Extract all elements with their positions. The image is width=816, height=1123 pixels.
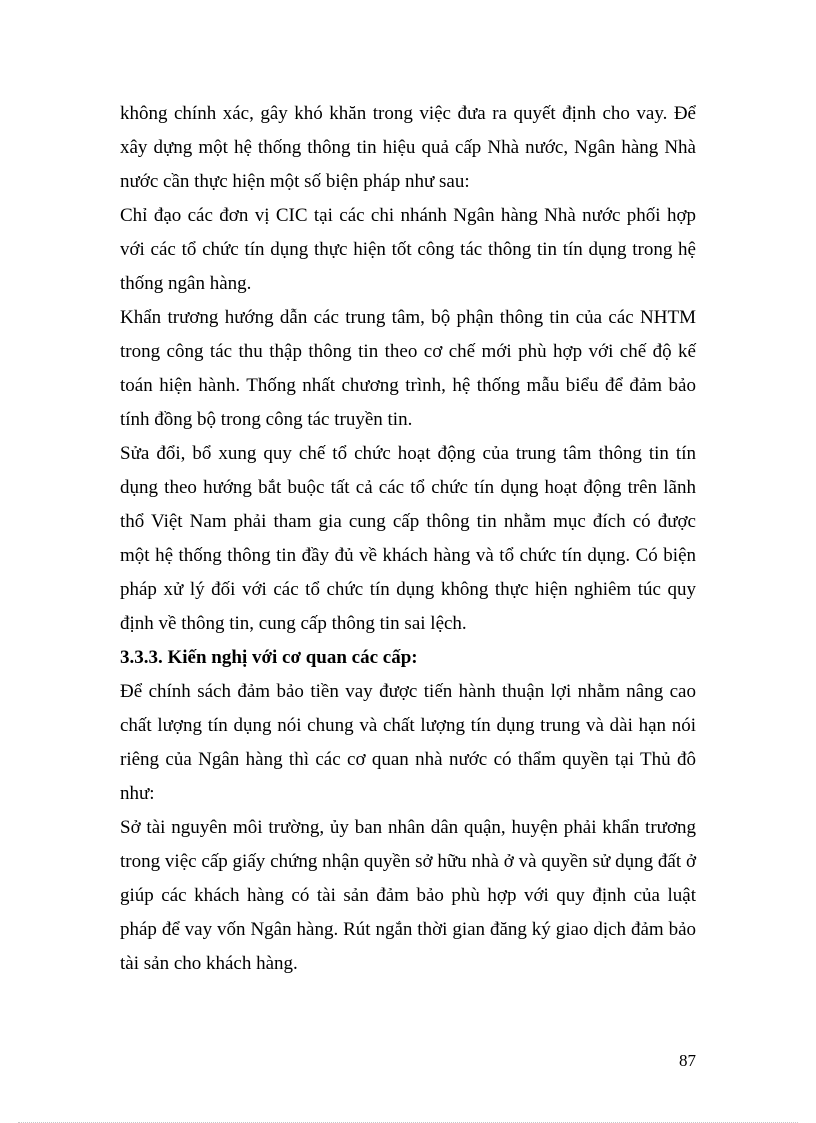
- paragraph-4: Sửa đổi, bổ xung quy chế tổ chức hoạt động của trung tâm thông tin tín dụng theo hướng bắt buộc tất cả các tổ chức tín dụng hoạt động trên lãnh thổ Việt Nam phải tham gia cung cấp thông tin nhằm mục đích có được một hệ thống thông tin đầy đủ về khách hàng và tổ chức tín dụng. Có biện pháp xử lý đối với các tổ chức tín dụng không thực hiện nghiêm túc quy định về thông tin, cung cấp thông tin sai lệch.: [120, 443, 696, 634]
- paragraph-3: Khẩn trương hướng dẫn các trung tâm, bộ phận thông tin của các NHTM trong công tác thu thập thông tin theo cơ chế mới phù hợp với chế độ kế toán hiện hành. Thống nhất chương trình, hệ thống mẫu biểu để đảm bảo tính đồng bộ trong công tác truyền tin.: [120, 307, 696, 430]
- paragraph-2: Chỉ đạo các đơn vị CIC tại các chi nhánh Ngân hàng Nhà nước phối hợp với các tổ chức tín dụng thực hiện tốt công tác thông tin tín dụng trong hệ thống ngân hàng.: [120, 205, 696, 294]
- paragraph-1: không chính xác, gây khó khăn trong việc đưa ra quyết định cho vay. Để xây dựng một hệ thống thông tin hiệu quả cấp Nhà nước, Ngân hàng Nhà nước cần thực hiện một số biện pháp như sau:: [120, 103, 696, 192]
- section-heading: 3.3.3. Kiến nghị với cơ quan các cấp:: [120, 647, 418, 668]
- document-body: [120, 97, 696, 981]
- paragraph-5: Để chính sách đảm bảo tiền vay được tiến hành thuận lợi nhằm nâng cao chất lượng tín dụng nói chung và chất lượng tín dụng trung và dài hạn nói riêng của Ngân hàng thì các cơ quan nhà nước có thẩm quyền tại Thủ đô như:: [120, 681, 696, 804]
- paragraph-6: Sở tài nguyên môi trường, ủy ban nhân dân quận, huyện phải khẩn trương trong việc cấp giấy chứng nhận quyền sở hữu nhà ở và quyền sử dụng đất ở giúp các khách hàng có tài sản đảm bảo phù hợp với quy định của luật pháp để vay vốn Ngân hàng. Rút ngắn thời gian đăng ký giao dịch đảm bảo tài sản cho khách hàng.: [120, 817, 696, 974]
- page-number: 87: [679, 1051, 696, 1070]
